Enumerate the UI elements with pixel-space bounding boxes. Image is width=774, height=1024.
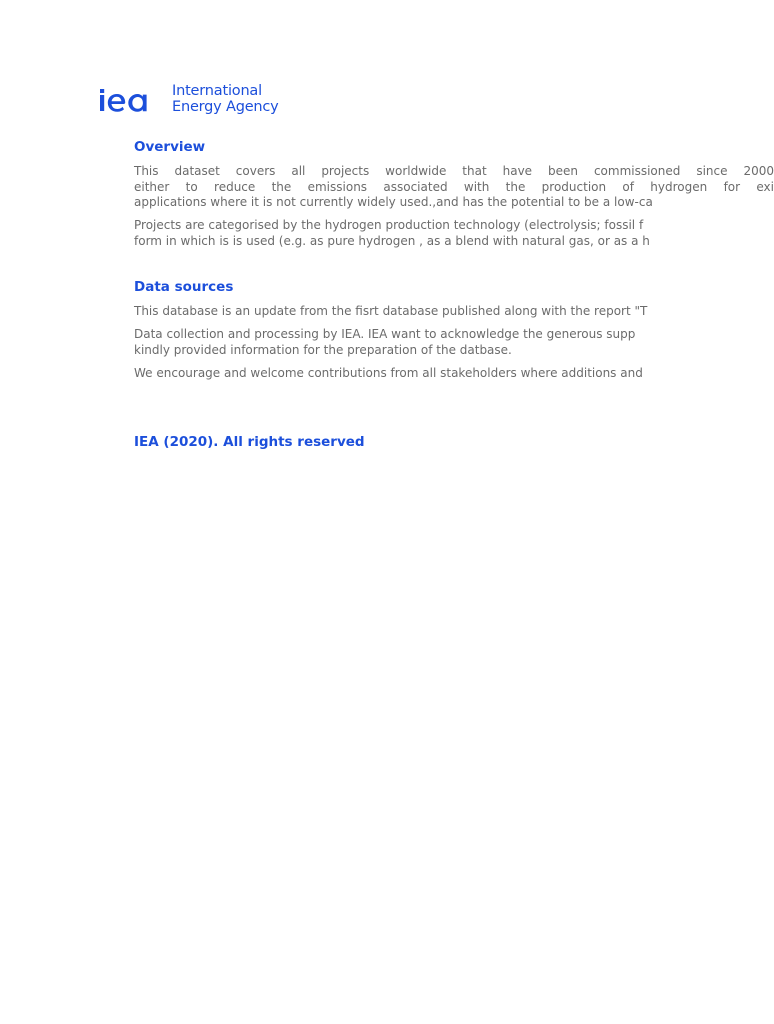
data-sources-p2-line-1: Data collection and processing by IEA. IEA want to acknowledge the generous supp: [134, 327, 636, 341]
overview-paragraph-1: [134, 164, 774, 211]
data-sources-paragraph-2: [134, 327, 635, 358]
document-content: [134, 0, 774, 1024]
logo-line-2: Energy Agency: [172, 99, 279, 115]
overview-paragraph-2: [134, 218, 650, 249]
overview-p1-line-3: applications where it is not currently widely used.,and has the potential to be a low-ca: [134, 195, 653, 209]
data-sources-paragraph-1: [134, 304, 647, 320]
data-sources-p1-line-1: This database is an update from the fisrt database published along with the report "T: [134, 304, 648, 318]
overview-heading: Overview: [134, 139, 206, 155]
overview-p2-line-1: Projects are categorised by the hydrogen production technology (electrolysis; fossil f: [134, 218, 644, 232]
data-sources-p3-line-1: We encourage and welcome contributions from all stakeholders where additions and: [134, 366, 643, 380]
data-sources-paragraph-3: [134, 366, 643, 382]
overview-p2-line-2: form in which is is used (e.g. as pure hydrogen , as a blend with natural gas, or as a h: [134, 233, 650, 248]
copyright-footer: IEA (2020). All rights reserved: [134, 434, 365, 450]
overview-p1-line-2: either to reduce the emissions associated with the production of hydrogen for exi: [134, 179, 774, 194]
data-sources-heading: Data sources: [134, 279, 234, 295]
overview-p1-line-1: This dataset covers all projects worldwide that have been commissioned since 2000: [134, 164, 774, 178]
data-sources-p2-line-2: kindly provided information for the preparation of the datbase.: [134, 342, 512, 357]
logo-line-1: International: [172, 83, 262, 99]
